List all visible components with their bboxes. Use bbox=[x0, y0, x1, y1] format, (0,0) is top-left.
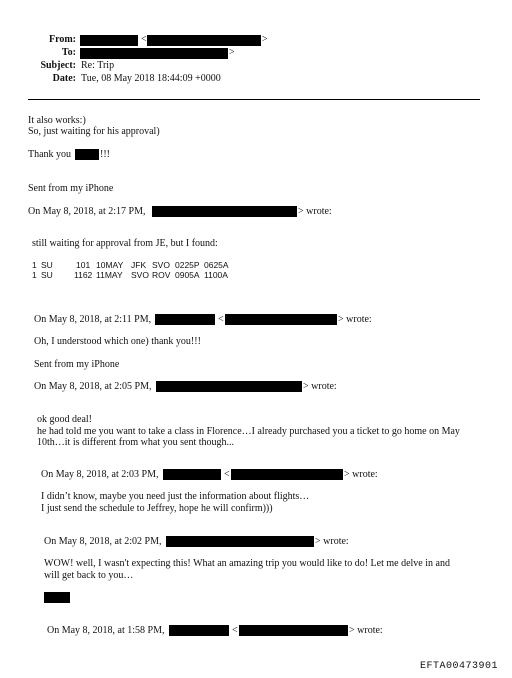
header-divider bbox=[28, 99, 480, 100]
flight-1-origin: JFK bbox=[131, 260, 147, 270]
quote-4-header: On May 8, 2018, at 2:03 PM, bbox=[41, 469, 159, 480]
flight-2-origin: SVO bbox=[131, 270, 149, 280]
redaction-quote-4-email bbox=[231, 469, 343, 480]
flight-1-depart: 0225P bbox=[175, 260, 200, 270]
to-label: To: bbox=[61, 47, 76, 58]
from-gt: > bbox=[262, 34, 268, 45]
redaction-quote-6-name bbox=[169, 625, 229, 636]
florence-line-2: 10th…it is different from what you sent though... bbox=[37, 437, 235, 448]
thank-you-end: !!! bbox=[100, 149, 110, 160]
redaction-to-email bbox=[80, 48, 228, 59]
flight-1-airline: SU bbox=[41, 260, 53, 270]
flight-2-destination: ROV bbox=[152, 270, 171, 280]
redaction-quote-6-email bbox=[239, 625, 348, 636]
quote-3-header: On May 8, 2018, at 2:05 PM, bbox=[34, 381, 152, 392]
redaction-signature bbox=[44, 592, 70, 603]
flight-2-arrive: 1100A bbox=[204, 270, 228, 280]
redaction-quote-5-sender bbox=[166, 536, 314, 547]
date-value: Tue, 08 May 2018 18:44:09 +0000 bbox=[81, 73, 221, 84]
redaction-from-name bbox=[80, 35, 138, 46]
wow-line-2: will get back to you… bbox=[44, 570, 134, 581]
didnt-know-line: I didn’t know, maybe you need just the information about flights… bbox=[41, 491, 310, 502]
redaction-quote-2-email bbox=[225, 314, 337, 325]
body-line-2: So, just waiting for his approval) bbox=[28, 126, 160, 137]
subject-label: Subject: bbox=[40, 60, 76, 71]
flight-1-number: 101 bbox=[76, 260, 91, 270]
body-line-1: It also works:) bbox=[28, 115, 86, 126]
thank-you-text: Thank you bbox=[28, 149, 72, 160]
quote-2-header: On May 8, 2018, at 2:11 PM, bbox=[34, 314, 152, 325]
florence-line-1: he had told me you want to take a class in Florence…I already purchased you a ticket to go home on May bbox=[37, 426, 460, 437]
redaction-from-email bbox=[147, 35, 261, 46]
redaction-quote-4-name bbox=[163, 469, 221, 480]
quote-4-lt: < bbox=[224, 469, 230, 480]
redaction-quote-1-sender bbox=[152, 206, 297, 217]
just-send-line: I just send the schedule to Jeffrey, hope he will confirm))) bbox=[41, 503, 273, 514]
flight-1-count: 1 bbox=[32, 260, 37, 270]
flight-1-arrive: 0625A bbox=[204, 260, 229, 270]
quote-1-header: On May 8, 2018, at 2:17 PM, bbox=[28, 206, 146, 217]
subject-value: Re: Trip bbox=[81, 60, 115, 71]
flight-1-date: 10MAY bbox=[96, 260, 124, 270]
quote-1-wrote: > wrote: bbox=[298, 206, 332, 217]
quote-4-wrote: > wrote: bbox=[344, 469, 378, 480]
quote-2-wrote: > wrote: bbox=[338, 314, 372, 325]
good-deal-line: ok good deal! bbox=[37, 414, 92, 425]
flight-2-date: 11MAY bbox=[96, 270, 123, 280]
to-gt: > bbox=[229, 47, 235, 58]
understood-line: Oh, I understood which one) thank you!!! bbox=[34, 336, 201, 347]
flight-2-depart: 0905A bbox=[175, 270, 200, 280]
date-label: Date: bbox=[52, 73, 76, 84]
waiting-approval-line: still waiting for approval from JE, but I found: bbox=[32, 238, 218, 249]
from-label: From: bbox=[48, 34, 76, 45]
from-lt: < bbox=[141, 34, 147, 45]
flight-2-airline: SU bbox=[41, 270, 53, 280]
flight-2-count: 1 bbox=[32, 270, 37, 280]
redaction-quote-3-sender bbox=[156, 381, 302, 392]
quote-5-wrote: > wrote: bbox=[315, 536, 349, 547]
quote-6-header: On May 8, 2018, at 1:58 PM, bbox=[47, 625, 165, 636]
quote-5-header: On May 8, 2018, at 2:02 PM, bbox=[44, 536, 162, 547]
redaction-quote-2-name bbox=[155, 314, 215, 325]
sent-from-iphone-2: Sent from my iPhone bbox=[34, 359, 120, 370]
document-id: EFTA00473901 bbox=[420, 661, 499, 672]
quote-2-lt: < bbox=[218, 314, 224, 325]
quote-3-wrote: > wrote: bbox=[303, 381, 337, 392]
quote-6-lt: < bbox=[232, 625, 238, 636]
wow-line-1: WOW! well, I wasn't expecting this! What an amazing trip you would like to do! Let me delve in and bbox=[44, 558, 450, 569]
quote-6-wrote: > wrote: bbox=[349, 625, 383, 636]
flight-2-number: 1162 bbox=[74, 270, 93, 280]
flight-1-destination: SVO bbox=[152, 260, 170, 270]
sent-from-iphone-1: Sent from my iPhone bbox=[28, 183, 114, 194]
redaction-thank-you-name bbox=[75, 149, 99, 160]
